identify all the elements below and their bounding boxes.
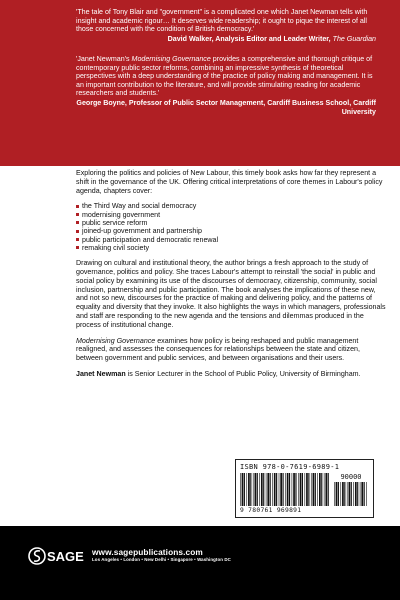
theme-item: public participation and democratic renewal — [76, 236, 386, 244]
theme-item: public service reform — [76, 219, 386, 227]
book-description — [76, 169, 386, 386]
blurb-paragraph-3-text: examines how policy is being reshaped and public management realigned, and assesses the consequences for relationships between the state and citizen, between government and public services, and between organisations and their users. — [76, 336, 360, 363]
ean-digits: 9 780761 969891 — [240, 507, 302, 514]
blurb-intro: Exploring the politics and policies of New Labour, this timely book asks how far they represent a shift in the governance of the UK. Offering critical interpretations of core themes in Labour's policy agenda, chapters cover: — [76, 169, 383, 195]
endorsement-2-quote-rest: provides a comprehensive and thorough critique of contemporary public sector reforms, combining an impressive synthesis of theoretical perspectives with a deep understanding of the practice of policy making and management. It is an important contribution to the literature, and will provide stimulating reading for academic researchers and students.' — [76, 55, 373, 98]
endorsement-1-publication: The Guardian — [332, 34, 376, 43]
endorsement-1-name: David Walker, Analysis Editor and Leader Writer, — [167, 34, 331, 43]
ean-barcode-bars — [240, 473, 330, 506]
blurb-paragraph-3 — [76, 337, 386, 363]
endorsement-1-attribution — [76, 35, 376, 44]
endorsement-1-quote: 'The tale of Tony Blair and "government" is a complicated one which Janet Newman tells with insight and academic rigour… It deserves wide readership; it ought to pique the interest of all those concerned with the condition of British democracy.' — [76, 8, 368, 34]
theme-list — [76, 202, 386, 252]
author-bio — [76, 370, 386, 379]
theme-item: the Third Way and social democracy — [76, 202, 386, 210]
author-bio-text: is Senior Lecturer in the School of Public Policy, University of Birmingham. — [125, 369, 361, 378]
endorsement-2-book-title: Modernising Governance — [131, 55, 211, 63]
blurb-paragraph-2: Drawing on cultural and institutional theory, the author brings a fresh approach to the study of governance, politics and policy. She traces Labour's attempt to reinstall 'the social' in public and social policy by examining its use of the discourses of democracy, citizenship, community, social inclusion, partnership and public participation. The book analyses the implications of these new, and not so new, discourses for the practice of making and delivering policy, and the patterns of equality and diversity that they invoke. It also highlights the ways in which managers, professionals and staff are responding to the new agenda and the tensions and dilemmas produced in the process of institutional change. — [76, 259, 386, 329]
sage-logo — [28, 546, 86, 566]
barcode — [235, 459, 374, 518]
addon-digits: 90000 — [340, 473, 362, 481]
theme-item: remaking civil society — [76, 244, 386, 252]
endorsement-2-name: George Boyne, Professor of Public Sector Management, Cardiff Business School, Cardiff University — [76, 98, 376, 116]
publisher-footer — [0, 526, 400, 600]
publisher-cities: Los Angeles • London • New Delhi • Singapore • Washington DC — [92, 557, 231, 562]
endorsement-band — [0, 0, 400, 166]
endorsement-2 — [76, 55, 382, 116]
sage-logo-text: SAGE — [47, 549, 84, 564]
endorsement-2-attribution — [76, 99, 376, 116]
endorsement-2-quote-lead: 'Janet Newman's — [76, 55, 132, 63]
publisher-url[interactable]: www.sagepublications.com — [92, 547, 203, 557]
theme-item: joined-up government and partnership — [76, 227, 386, 235]
author-name: Janet Newman — [76, 369, 126, 378]
isbn-label: ISBN 978-0-7619-6989-1 — [240, 463, 340, 471]
endorsement-1 — [76, 8, 382, 43]
addon-barcode-bars — [334, 482, 368, 506]
book-title: Modernising Governance — [76, 336, 156, 345]
theme-item: modernising government — [76, 211, 386, 219]
